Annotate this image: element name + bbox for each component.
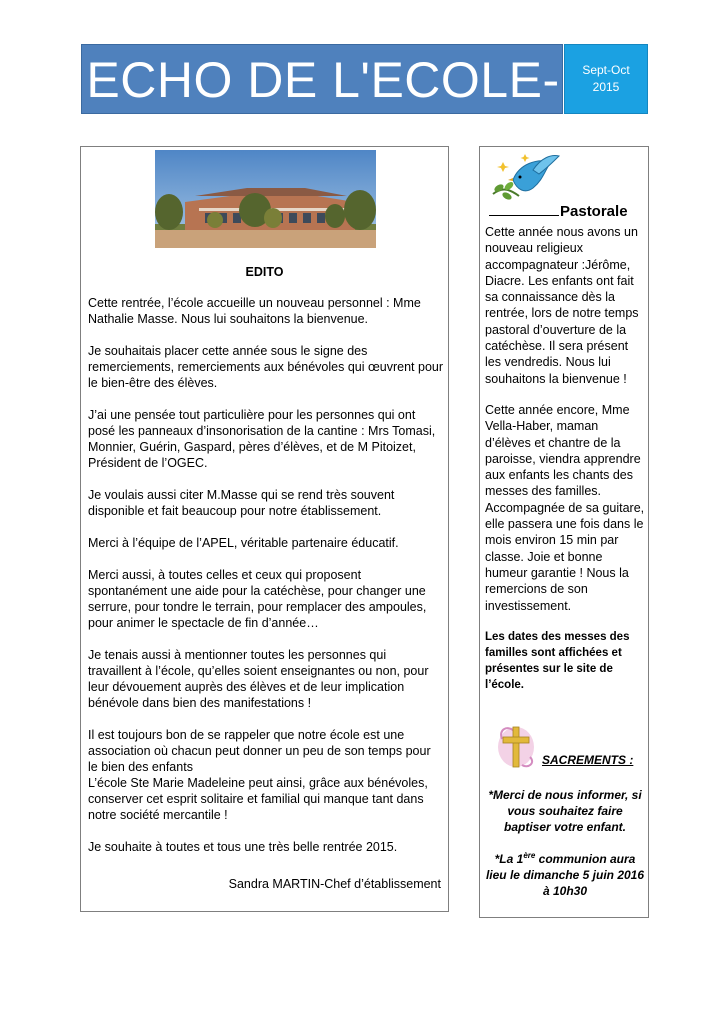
edito-paragraph: Merci à l’équipe de l’APEL, véritable partenaire éducatif.	[88, 536, 399, 550]
edito-heading: EDITO	[245, 265, 284, 279]
pastorale-paragraph: Cette année nous avons un nouveau religieux accompagnateur :Jérôme, Diacre. Les enfants ont fait sa connaissance dès la rentrée, lors de notre temps pastoral d’ouverture de la catéchèse. Il sera présent les vendredis. Nous lui souhaitons la bienvenue !	[485, 225, 639, 386]
edito-paragraph: Je tenais aussi à mentionner toutes les personnes qui travaillent à l’école, qu’elles soient enseignantes ou non, pour leur dévouement auprès des élèves et de leur implication bénévole dans bien des manifestations !	[88, 648, 429, 710]
edito-signature: Sandra MARTIN-Chef d’établissement	[228, 877, 441, 891]
sacrements-heading: SACREMENTS :	[542, 753, 634, 767]
edito-paragraph: L’école Ste Marie Madeleine peut ainsi, grâce aux bénévoles, conserver cet esprit solitaire et familial qui manque tant dans notre société mercantile !	[88, 776, 428, 822]
pastorale-heading	[489, 203, 644, 220]
newsletter-banner	[81, 44, 563, 114]
cross-icon	[494, 719, 540, 773]
issue-year: 2015	[592, 80, 620, 94]
edito-paragraph: Merci aussi, à toutes celles et ceux qui proposent spontanément une aide pour la catéchèse, pour changer une serrure, pour tondre le terrain, pour remplacer des ampoules, pour animer le spectacle de fin d’année…	[88, 568, 427, 630]
issue-date-box	[564, 44, 648, 114]
heading-underline	[489, 215, 559, 216]
edito-paragraph: J’ai une pensée tout particulière pour les personnes qui ont posé les panneaux d’insonorisation de la cantine : Mrs Tomasi, Monnier, Guérin, Gaspard, pères d’élèves, et de M Pitoizet, Président de l’OGEC.	[88, 408, 436, 470]
pastorale-section	[479, 146, 649, 918]
baptism-note: *Merci de nous informer, si vous souhaitez faire baptiser votre enfant.	[488, 788, 642, 834]
newsletter-title: ECHO DE L'ECOLE-	[86, 52, 560, 108]
edito-paragraph: Je voulais aussi citer M.Masse qui se rend très souvent disponible et fait beaucoup pour notre établissement.	[88, 488, 395, 518]
edito-paragraph: Je souhaitais placer cette année sous le signe des remerciements, remerciements aux bénévoles qui œuvrent pour le bien-être des élèves.	[88, 344, 444, 390]
pastorale-body	[485, 224, 647, 708]
issue-months: Sept-Oct	[582, 63, 630, 77]
pastorale-title: Pastorale	[560, 203, 628, 220]
edito-section	[80, 146, 449, 912]
school-photo	[155, 150, 376, 248]
edito-paragraph: Cette rentrée, l’école accueille un nouveau personnel : Mme Nathalie Masse. Nous lui souhaitons la bienvenue.	[88, 296, 421, 326]
pastorale-paragraph: Cette année encore, Mme Vella-Haber, maman d’élèves et chantre de la paroisse, viendra apprendre aux enfants les chants des messes des familles. Accompagnée de sa guitare, elle passera une fois dans le mois environ 15 min par classe. Joie et bonne humeur garantie ! Nous la remercions de son investissement.	[485, 402, 645, 613]
pastorale-note: Les dates des messes des familles sont affichées et présentes sur le site de l’école.	[485, 630, 630, 691]
communion-note	[485, 851, 645, 899]
edito-body	[88, 295, 443, 871]
sacrements-body	[485, 787, 645, 915]
communion-note-end: communion aura lieu le dimanche 5 juin 2016 à 10h30	[485, 852, 645, 898]
edito-paragraph: Il est toujours bon de se rappeler que notre école est une association où chacun peut donner un peu de son temps pour le bien des enfants	[88, 728, 431, 774]
communion-note-start: *La 1	[494, 852, 524, 866]
communion-note-superscript: ère	[523, 851, 536, 860]
edito-paragraph: Je souhaite à toutes et tous une très belle rentrée 2015.	[88, 840, 398, 854]
dove-icon	[489, 150, 561, 210]
